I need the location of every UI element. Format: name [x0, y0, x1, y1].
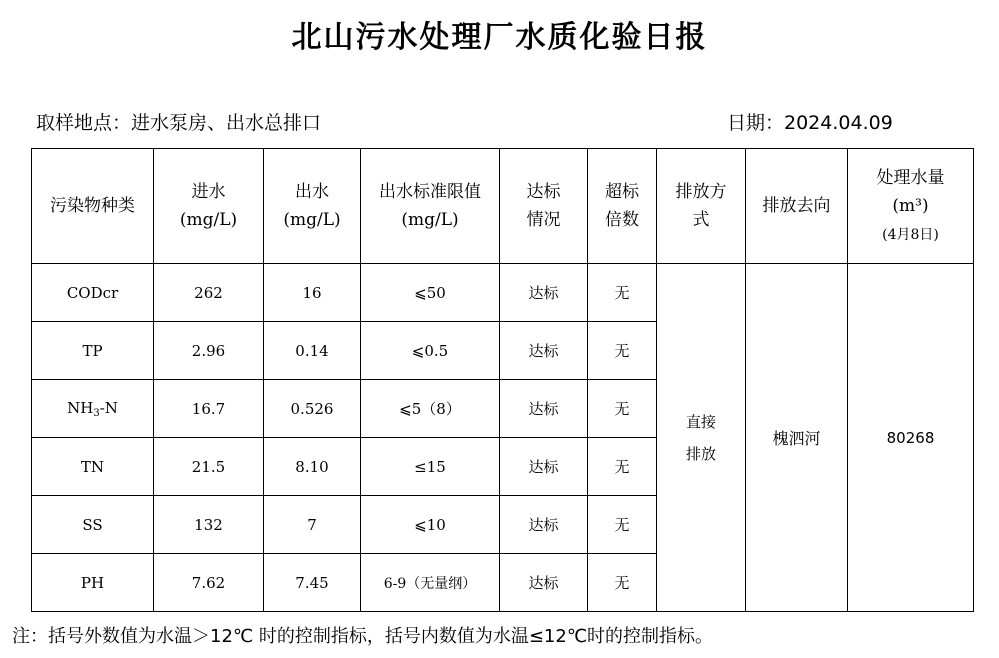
status-value: 达标 [500, 496, 588, 554]
sampling-location: 取样地点：进水泵房、出水总排口 [36, 112, 322, 134]
limit-value: ⩽10 [361, 496, 500, 554]
outflow-value: 0.14 [264, 322, 361, 380]
limit-value: ⩽0.5 [361, 322, 500, 380]
pollutant-name: CODcr [32, 264, 154, 322]
exceed-value: 无 [588, 438, 657, 496]
outflow-value: 8.10 [264, 438, 361, 496]
treated-volume: 80268 [848, 264, 974, 612]
water-quality-table [31, 148, 974, 612]
exceed-value: 无 [588, 264, 657, 322]
pollutant-name: $NH_3-N$ [32, 380, 154, 438]
header-destination: 排放去向 [746, 149, 848, 264]
header-inflow: 进水 (mg/L) [154, 149, 264, 264]
outflow-value: 7 [264, 496, 361, 554]
header-method: 排放方 式 [657, 149, 746, 264]
exceed-value: 无 [588, 322, 657, 380]
header-row [32, 149, 974, 264]
inflow-value: 132 [154, 496, 264, 554]
outflow-value: 7.45 [264, 554, 361, 612]
header-exceed: 超标 倍数 [588, 149, 657, 264]
pollutant-name: TP [32, 322, 154, 380]
footnote: 注：括号外数值为水温＞12℃ 时的控制指标，括号内数值为水温≤12℃时的控制指标。 [12, 626, 714, 647]
header-status: 达标 情况 [500, 149, 588, 264]
report-title: 北山污水处理厂水质化验日报 [291, 20, 708, 55]
limit-value: ⩽5（8） [361, 380, 500, 438]
table-row [32, 264, 974, 322]
outflow-value: 0.526 [264, 380, 361, 438]
discharge-destination: 槐泗河 [746, 264, 848, 612]
pollutant-name: TN [32, 438, 154, 496]
outflow-value: 16 [264, 264, 361, 322]
report-date: 日期：2024.04.09 [727, 112, 893, 134]
status-value: 达标 [500, 554, 588, 612]
status-value: 达标 [500, 264, 588, 322]
header-limit: 出水标准限值 (mg/L) [361, 149, 500, 264]
inflow-value: 262 [154, 264, 264, 322]
discharge-method: 直接 排放 [657, 264, 746, 612]
pollutant-name: SS [32, 496, 154, 554]
header-pollutant: 污染物种类 [32, 149, 154, 264]
inflow-value: 16.7 [154, 380, 264, 438]
exceed-value: 无 [588, 380, 657, 438]
status-value: 达标 [500, 322, 588, 380]
status-value: 达标 [500, 380, 588, 438]
exceed-value: 无 [588, 554, 657, 612]
limit-value: 6-9（无量纲） [361, 554, 500, 612]
header-volume: 处理水量 (m³) (4月8日) [848, 149, 974, 264]
limit-value: ⩽50 [361, 264, 500, 322]
inflow-value: 2.96 [154, 322, 264, 380]
inflow-value: 21.5 [154, 438, 264, 496]
inflow-value: 7.62 [154, 554, 264, 612]
exceed-value: 无 [588, 496, 657, 554]
pollutant-name: PH [32, 554, 154, 612]
header-outflow: 出水 (mg/L) [264, 149, 361, 264]
status-value: 达标 [500, 438, 588, 496]
limit-value: ≤15 [361, 438, 500, 496]
